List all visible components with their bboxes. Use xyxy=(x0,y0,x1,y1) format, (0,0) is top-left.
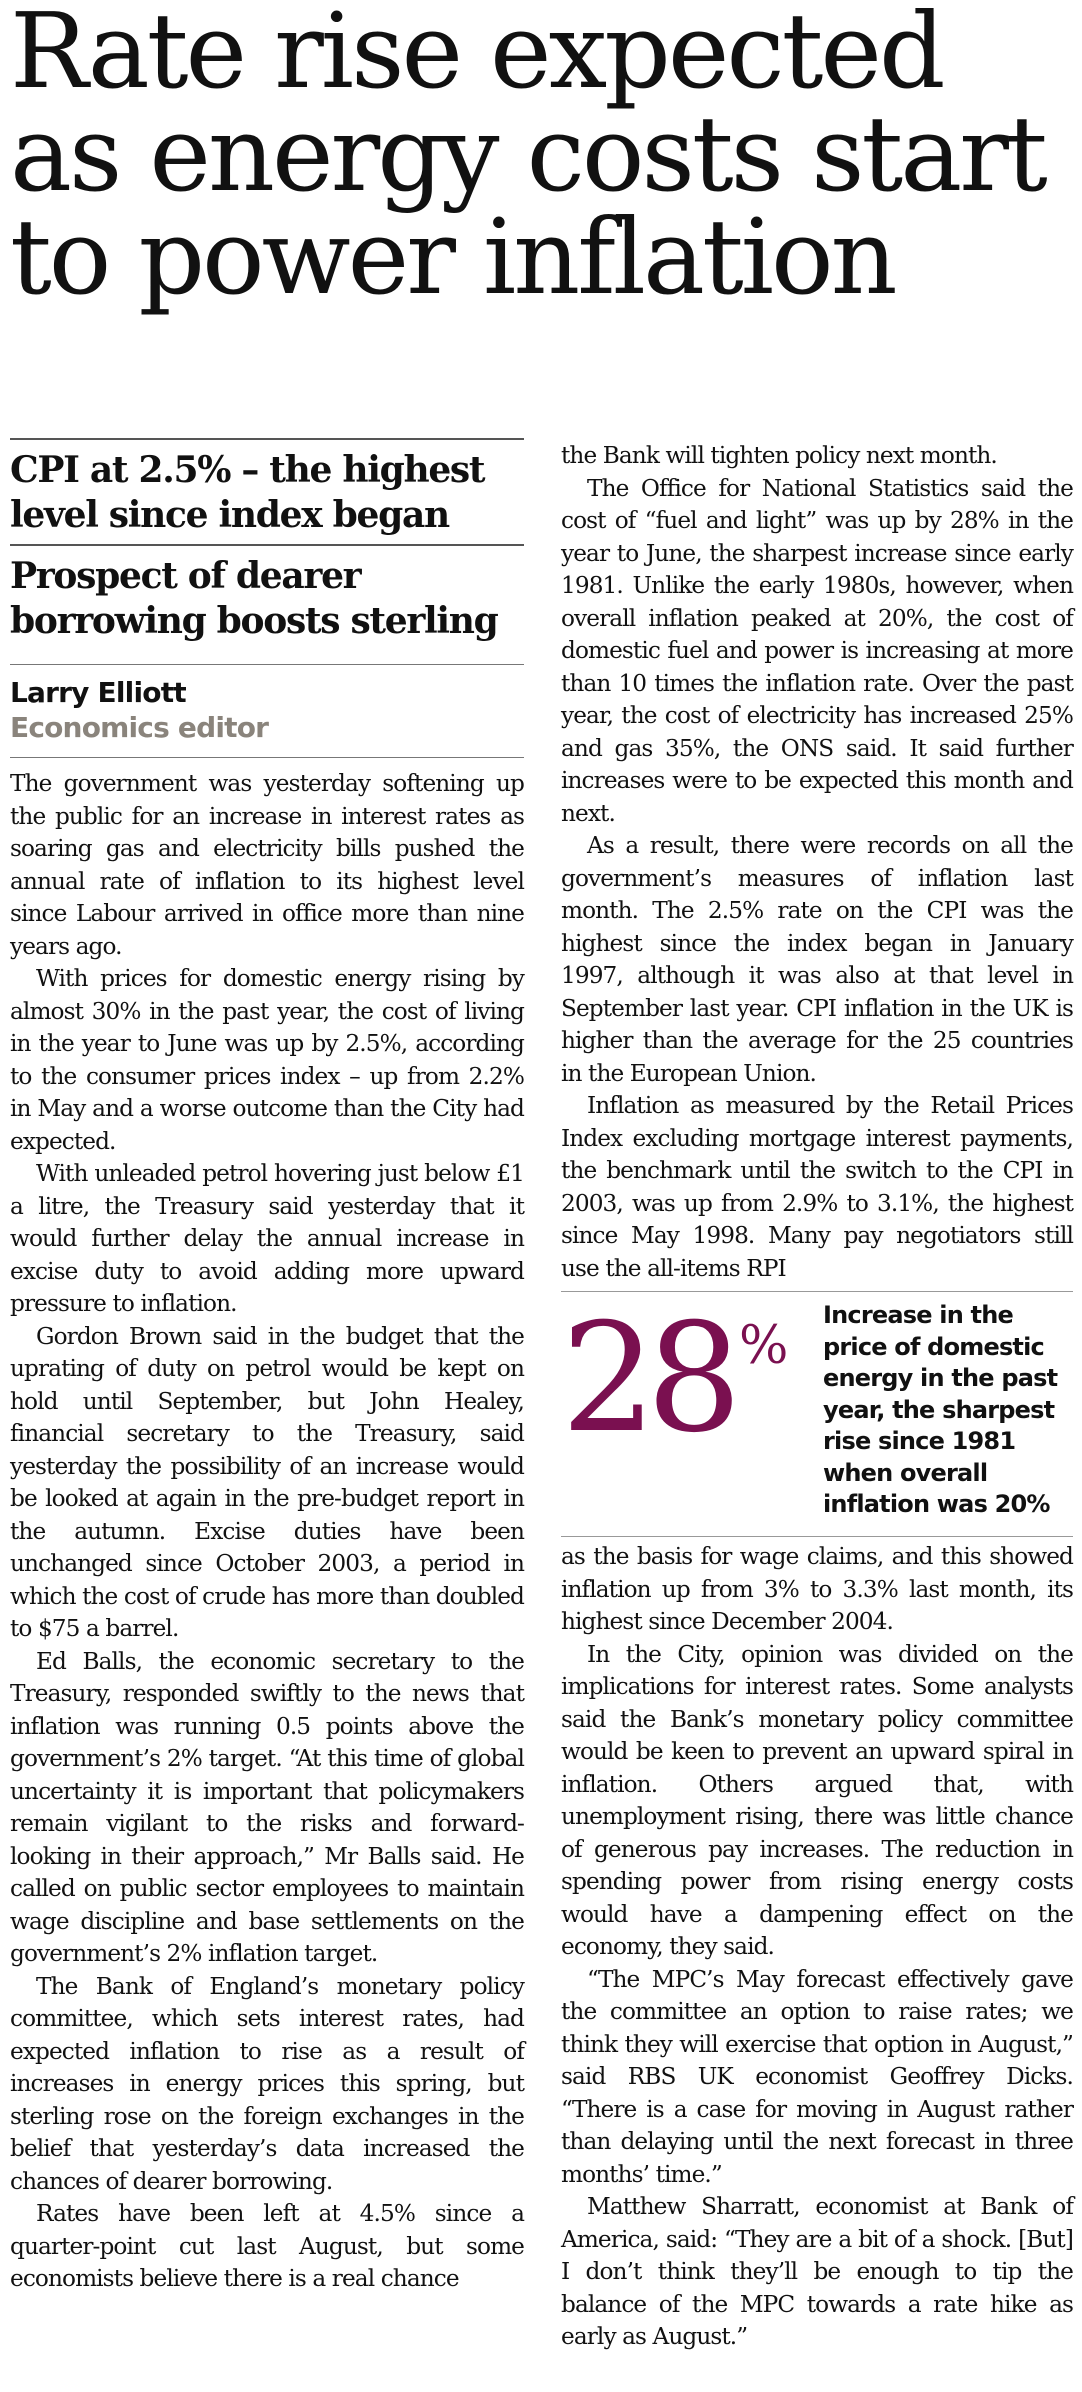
paragraph: The Bank of England’s monetary policy committee, which sets interest rates, had expected inflation to rise as a result of increases in energy prices this spring, but sterling rose on the foreign exchanges in the belief that yesterday’s data increased the chances of dearer borrowing. xyxy=(10,1972,524,2195)
caption-line: price of domestic xyxy=(823,1332,1044,1361)
caption-line: energy in the past xyxy=(823,1364,1058,1392)
headline-line: to power inflation xyxy=(10,196,895,318)
subheadline-line: Prospect of dearer xyxy=(10,555,361,597)
subheadline-cpi xyxy=(10,440,524,544)
author-name: Larry Elliott xyxy=(10,676,186,709)
subheadline-sterling xyxy=(10,546,524,650)
byline xyxy=(10,665,524,757)
caption-line: year, the sharpest xyxy=(823,1395,1055,1424)
paragraph: Ed Balls, the economic secretary to the Treasury, responded swiftly to the news that inflation was running 0.5 points above the government’s 2% target. “At this time of global uncertainty it is important that policymakers remain vigilant to the risks and forward-looking in their approach,” Mr Balls said. He called on public sector employees to maintain wage discipline and base settlements on the government’s 2% inflation target. xyxy=(10,1647,524,1967)
headline-line: as energy costs start xyxy=(10,93,1045,215)
caption-line: Increase in the xyxy=(823,1301,1013,1329)
paragraph: Rates have been left at 4.5% since a quarter-point cut last August, but some economists believe there is a real chance xyxy=(10,2200,524,2292)
subheadline-line: borrowing boosts sterling xyxy=(10,600,498,642)
pull-quote-caption xyxy=(823,1300,1073,1521)
caption-line: rise since 1981 xyxy=(823,1427,1016,1455)
paragraph: As a result, there were records on all the government’s measures of inflation last month. The 2.5% rate on the CPI was the highest since the index began in January 1997, although it was also at that level in September last year. CPI inflation in the UK is higher than the average for the 25 countries in the European Union. xyxy=(561,832,1073,1087)
paragraph: The Office for National Statistics said the cost of “fuel and light” was up by 28% in the year to June, the sharpest increase since early 1981. Unlike the early 1980s, however, when overall inflation peaked at 20%, the cost of domestic fuel and power is increasing at more than 10 times the inflation rate. Over the past year, the cost of electricity has increased 25% and gas 35%, the ONS said. It said further increases were to be expected this month and next. xyxy=(561,474,1073,827)
pull-quote-number: 28 xyxy=(561,1292,732,1466)
headline xyxy=(10,0,1075,318)
paragraph: Inflation as measured by the Retail Prices Index excluding mortgage interest payments, the benchmark until the switch to the CPI in 2003, was up from 2.9% to 3.1%, the highest since May 1998. Many pay negotiators still use the all-items RPI xyxy=(561,1092,1073,1282)
article-body-left xyxy=(10,758,524,2296)
paragraph: “The MPC’s May forecast effectively gave the committee an option to raise rates; we think they will exercise that option in August,” said RBS UK economist Geoffrey Dicks. “There is a case for moving in August rather than delaying until the next forecast in three months’ time.” xyxy=(561,1965,1073,2188)
caption-line: inflation was 20% xyxy=(823,1490,1050,1518)
author-role: Economics editor xyxy=(10,711,269,744)
pull-quote-unit: % xyxy=(739,1316,789,1376)
paragraph: the Bank will tighten policy next month. xyxy=(561,442,997,469)
paragraph: With prices for domestic energy rising by almost 30% in the past year, the cost of living in the year to June was up by 2.5%, according to the consumer prices index – up from 2.2% in May and a worse outcome than the City had expected. xyxy=(10,965,524,1155)
right-column xyxy=(561,440,1073,2354)
paragraph: Matthew Sharratt, economist at Bank of America, said: “They are a bit of a shock. [But] I don’t think they’ll be enough to tip the balance of the MPC towards a rate hike as early as August.” xyxy=(561,2193,1073,2350)
pull-quote xyxy=(561,1291,1073,1537)
subheadline-line: CPI at 2.5% – the highest xyxy=(10,449,485,491)
paragraph: The government was yesterday softening up the public for an increase in interest rates as soaring gas and electricity bills pushed the annual rate of inflation to its highest level since Labour arrived in office more than nine years ago. xyxy=(10,770,524,960)
paragraph: as the basis for wage claims, and this showed inflation up from 3% to 3.3% last month, its highest since December 2004. xyxy=(561,1543,1073,1635)
subheadline-line: level since index began xyxy=(10,494,449,536)
article-body-right-top xyxy=(561,440,1073,1285)
left-column xyxy=(10,438,524,2296)
article-body-right-bottom xyxy=(561,1541,1073,2354)
paragraph: With unleaded petrol hovering just below £1 a litre, the Treasury said yesterday that it would further delay the annual increase in excise duty to avoid adding more upward pressure to inflation. xyxy=(10,1160,524,1317)
caption-line: when overall xyxy=(823,1458,988,1487)
headline-line: Rate rise expected xyxy=(10,0,943,112)
paragraph: Gordon Brown said in the budget that the uprating of duty on petrol would be kept on hold until September, but John Healey, financial secretary to the Treasury, said yesterday the possibility of an increase would be looked at again in the pre-budget report in the autumn. Excise duties have been unchanged since October 2003, a period in which the cost of crude has more than doubled to $75 a barrel. xyxy=(10,1322,524,1642)
paragraph: In the City, opinion was divided on the implications for interest rates. Some analysts said the Bank’s monetary policy committee would be keen to prevent an upward spiral in inflation. Others argued that, with unemployment rising, there was little chance of generous pay increases. The reduction in spending power from rising energy costs would have a dampening effect on the economy, they said. xyxy=(561,1640,1073,1960)
